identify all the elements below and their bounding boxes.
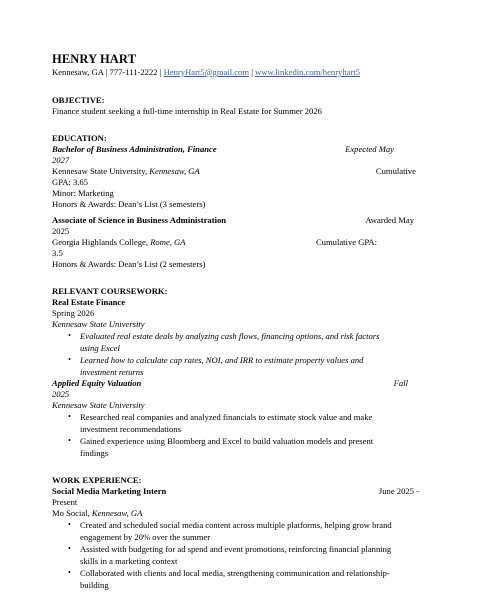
course-term: Fall bbox=[393, 378, 408, 388]
list-item: • Learned how to calculate cap rates, NOI, and IRR to estimate property values and investment returns bbox=[52, 354, 392, 378]
degree-date-wrap: 2025 bbox=[52, 226, 70, 236]
degree-title: Bachelor of Business Administration, Finance bbox=[52, 144, 217, 154]
course-title: Applied Equity Valuation bbox=[52, 378, 142, 388]
education-entry bbox=[52, 215, 487, 270]
education-entry bbox=[52, 144, 487, 210]
gpa-value: GPA: 3.65 bbox=[52, 177, 88, 187]
degree-date: Expected May bbox=[345, 144, 394, 154]
course-entry bbox=[52, 297, 487, 378]
gpa-value: 3.5 bbox=[52, 248, 63, 258]
course-term: Spring 2026 bbox=[52, 308, 95, 318]
company-name: Mo Social, bbox=[52, 508, 92, 518]
objective-section bbox=[52, 95, 487, 117]
contact-separator: | bbox=[249, 67, 256, 77]
honors: Honors & Awards: Dean’s List (2 semesters) bbox=[52, 259, 206, 269]
objective-text: Finance student seeking a full-time internship in Real Estate for Summer 2026 bbox=[52, 106, 322, 116]
experience-section bbox=[52, 475, 487, 591]
minor: Minor: Marketing bbox=[52, 188, 114, 198]
list-item: • Gained experience using Bloomberg and Excel to build valuation models and present findings bbox=[52, 435, 392, 459]
company-location: Kennesaw, GA bbox=[91, 508, 143, 518]
list-item: • Researched real companies and analyzed financials to estimate stock value and make investment recommendations bbox=[52, 411, 392, 435]
education-heading: EDUCATION: bbox=[52, 133, 107, 143]
course-bullets bbox=[52, 411, 487, 459]
job-date: June 2025 - bbox=[378, 486, 419, 496]
course-term-wrap: 2025 bbox=[52, 389, 70, 399]
degree-date-wrap: 2027 bbox=[52, 155, 70, 165]
course-school: Kennesaw State University bbox=[52, 319, 145, 329]
objective-heading: OBJECTIVE: bbox=[52, 95, 105, 105]
school-location: Rome, GA bbox=[150, 237, 186, 247]
education-section bbox=[52, 133, 487, 270]
honors: Honors & Awards: Dean’s List (3 semesters) bbox=[52, 199, 206, 209]
course-bullets bbox=[52, 330, 487, 378]
list-item: • Created and scheduled social media content across multiple platforms, helping grow brand engagement by 20% over the summer bbox=[52, 519, 392, 543]
candidate-name: HENRY HART bbox=[52, 52, 137, 66]
experience-heading: WORK EXPERIENCE: bbox=[52, 475, 142, 485]
contact-location-phone: Kennesaw, GA | 777-111-2222 | bbox=[52, 67, 164, 77]
list-item: • Collaborated with clients and local media, strengthening communication and relationship-building bbox=[52, 567, 392, 591]
email-link[interactable]: HenryHart5@gmail.com bbox=[163, 67, 250, 77]
school-location: Kennesaw, GA bbox=[149, 166, 200, 176]
contact-line bbox=[52, 67, 487, 78]
list-item: • Assisted with budgeting for ad spend and event promotions, reinforcing financial planning skills in a marketing context bbox=[52, 543, 392, 567]
course-title: Real Estate Finance bbox=[52, 297, 126, 307]
degree-date: Awarded May bbox=[365, 215, 414, 225]
list-item: • Evaluated real estate deals by analyzing cash flows, financing options, and risk factors using Excel bbox=[52, 330, 392, 354]
degree-title: Associate of Science in Business Administration bbox=[52, 215, 227, 225]
linkedin-link[interactable]: www.linkedin.com/henryhart5 bbox=[255, 67, 361, 77]
course-entry bbox=[52, 378, 487, 459]
job-entry bbox=[52, 486, 487, 591]
school-name: Georgia Highlands College, bbox=[52, 237, 151, 247]
coursework-section bbox=[52, 286, 487, 459]
gpa-label: Cumulative GPA: bbox=[315, 237, 377, 247]
coursework-heading: RELEVANT COURSEWORK: bbox=[52, 286, 168, 296]
course-school: Kennesaw State University bbox=[52, 400, 145, 410]
job-date-wrap: Present bbox=[52, 497, 78, 507]
school-name: Kennesaw State University, bbox=[52, 166, 150, 176]
job-bullets bbox=[52, 519, 487, 591]
gpa-label: Cumulative bbox=[375, 166, 416, 176]
job-title: Social Media Marketing Intern bbox=[52, 486, 167, 496]
